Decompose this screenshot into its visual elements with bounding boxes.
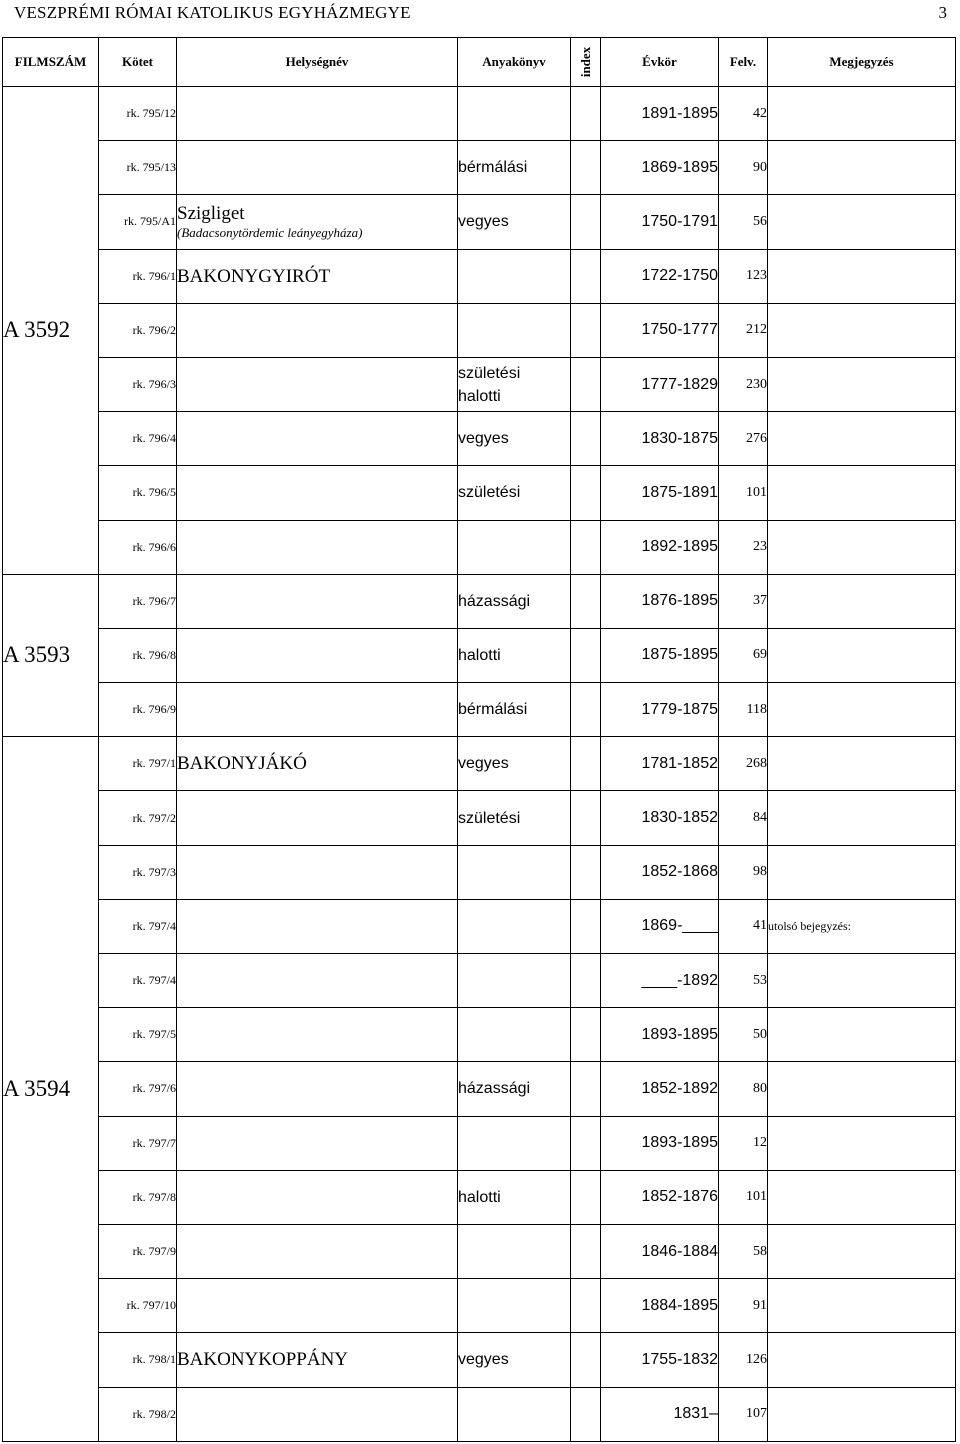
felv-cell: 212 [719, 303, 768, 357]
kotet-cell: rk. 798/1 [99, 1333, 177, 1387]
felv-cell: 53 [719, 954, 768, 1008]
col-header-megjegyzes: Megjegyzés [768, 38, 956, 87]
evkor-cell: 1779-1875 [601, 683, 719, 737]
kotet-cell: rk. 796/8 [99, 628, 177, 682]
table-row [3, 791, 956, 845]
index-cell [571, 899, 601, 953]
helysegnev-cell [177, 683, 458, 737]
felv-cell: 80 [719, 1062, 768, 1116]
anyakonyv-text-2: halotti [458, 387, 501, 405]
helysegnev-text: BAKONYJÁKÓ [177, 753, 307, 775]
evkor-cell: 1830-1852 [601, 791, 719, 845]
kotet-cell: rk. 797/10 [99, 1279, 177, 1333]
anyakonyv-cell [458, 628, 571, 682]
kotet-cell: rk. 797/1 [99, 737, 177, 791]
index-cell [571, 845, 601, 899]
helysegnev-cell [177, 845, 458, 899]
table-row [3, 899, 956, 953]
kotet-cell: rk. 798/2 [99, 1387, 177, 1441]
anyakonyv-text: születési [458, 484, 521, 502]
page-number: 3 [938, 3, 947, 22]
filmszam-cell: A 3593 [3, 574, 99, 737]
table-row [3, 1224, 956, 1278]
anyakonyv-cell [458, 1224, 571, 1278]
col-header-filmszam: FILMSZÁM [3, 38, 99, 87]
kotet-cell: rk. 797/2 [99, 791, 177, 845]
anyakonyv-text: vegyes [458, 1351, 509, 1369]
helysegnev-cell [177, 1387, 458, 1441]
table-row [3, 195, 956, 249]
megjegyzes-cell [768, 249, 956, 303]
table-row [3, 1279, 956, 1333]
table-row [3, 249, 956, 303]
table-row [3, 466, 956, 520]
kotet-cell: rk. 796/1 [99, 249, 177, 303]
helysegnev-cell [177, 520, 458, 574]
anyakonyv-text: vegyes [458, 755, 509, 773]
megjegyzes-cell: utolsó bejegyzés: [768, 899, 956, 953]
anyakonyv-cell [458, 303, 571, 357]
anyakonyv-cell [458, 87, 571, 141]
evkor-cell: 1750-1777 [601, 303, 719, 357]
felv-cell: 268 [719, 737, 768, 791]
table-row [3, 1170, 956, 1224]
megjegyzes-cell [768, 737, 956, 791]
anyakonyv-cell [458, 574, 571, 628]
megjegyzes-cell [768, 791, 956, 845]
anyakonyv-cell [458, 1008, 571, 1062]
felv-cell: 84 [719, 791, 768, 845]
evkor-cell: 1852-1868 [601, 845, 719, 899]
table-row [3, 1008, 956, 1062]
helysegnev-cell [177, 1224, 458, 1278]
col-header-felv: Felv. [719, 38, 768, 87]
felv-cell: 69 [719, 628, 768, 682]
megjegyzes-cell [768, 1062, 956, 1116]
kotet-cell: rk. 797/4 [99, 899, 177, 953]
index-cell [571, 1116, 601, 1170]
felv-cell: 101 [719, 1170, 768, 1224]
anyakonyv-text: születési [458, 364, 521, 382]
megjegyzes-cell [768, 141, 956, 195]
evkor-cell: 1831– [601, 1387, 719, 1441]
helysegnev-cell [177, 141, 458, 195]
helysegnev-cell [177, 249, 458, 303]
anyakonyv-cell [458, 1387, 571, 1441]
helysegnev-cell [177, 1116, 458, 1170]
megjegyzes-cell [768, 1116, 956, 1170]
col-header-helysegnev: Helységnév [177, 38, 458, 87]
felv-cell: 58 [719, 1224, 768, 1278]
helysegnev-cell [177, 574, 458, 628]
table-row [3, 683, 956, 737]
helysegnev-text: BAKONYKOPPÁNY [177, 1349, 349, 1371]
index-cell [571, 1224, 601, 1278]
anyakonyv-cell [458, 357, 571, 411]
felv-cell: 126 [719, 1333, 768, 1387]
anyakonyv-text: bérmálási [458, 701, 528, 719]
helysegnev-cell [177, 357, 458, 411]
index-cell [571, 1279, 601, 1333]
index-cell [571, 303, 601, 357]
evkor-cell: 1892-1895 [601, 520, 719, 574]
kotet-cell: rk. 796/4 [99, 412, 177, 466]
anyakonyv-text: születési [458, 809, 521, 827]
table-row [3, 737, 956, 791]
megjegyzes-cell [768, 1279, 956, 1333]
evkor-cell: 1893-1895 [601, 1116, 719, 1170]
evkor-cell: ____-1892 [601, 954, 719, 1008]
megjegyzes-cell [768, 1387, 956, 1441]
anyakonyv-cell [458, 1333, 571, 1387]
helysegnev-text: BAKONYGYIRÓT [177, 265, 331, 287]
helysegnev-cell [177, 87, 458, 141]
felv-cell: 12 [719, 1116, 768, 1170]
kotet-cell: rk. 796/5 [99, 466, 177, 520]
table-row [3, 87, 956, 141]
megjegyzes-cell [768, 574, 956, 628]
evkor-cell: 1830-1875 [601, 412, 719, 466]
evkor-cell: 1893-1895 [601, 1008, 719, 1062]
evkor-cell: 1884-1895 [601, 1279, 719, 1333]
anyakonyv-cell [458, 737, 571, 791]
felv-cell: 50 [719, 1008, 768, 1062]
anyakonyv-cell [458, 466, 571, 520]
helysegnev-cell [177, 737, 458, 791]
evkor-cell: 1875-1895 [601, 628, 719, 682]
helysegnev-subtext: (Badacsonytördemic leányegyháza) [177, 224, 363, 240]
megjegyzes-cell [768, 412, 956, 466]
index-cell [571, 195, 601, 249]
helysegnev-cell [177, 1333, 458, 1387]
index-cell [571, 954, 601, 1008]
anyakonyv-cell [458, 899, 571, 953]
felv-cell: 90 [719, 141, 768, 195]
felv-cell: 42 [719, 87, 768, 141]
anyakonyv-cell [458, 195, 571, 249]
evkor-cell: 1722-1750 [601, 249, 719, 303]
anyakonyv-cell [458, 1279, 571, 1333]
anyakonyv-cell [458, 845, 571, 899]
table-row [3, 303, 956, 357]
index-cell [571, 1008, 601, 1062]
anyakonyv-cell [458, 141, 571, 195]
anyakonyv-cell [458, 520, 571, 574]
anyakonyv-cell [458, 954, 571, 1008]
megjegyzes-cell [768, 520, 956, 574]
anyakonyv-text: halotti [458, 1188, 501, 1206]
table-row [3, 845, 956, 899]
index-cell [571, 1333, 601, 1387]
kotet-cell: rk. 796/6 [99, 520, 177, 574]
helysegnev-cell [177, 899, 458, 953]
index-cell [571, 1062, 601, 1116]
col-header-index-label: index [578, 46, 594, 78]
evkor-cell: 1781-1852 [601, 737, 719, 791]
col-header-index [571, 38, 601, 87]
kotet-cell: rk. 796/9 [99, 683, 177, 737]
felv-cell: 91 [719, 1279, 768, 1333]
kotet-cell: rk. 797/5 [99, 1008, 177, 1062]
helysegnev-cell [177, 1008, 458, 1062]
kotet-cell: rk. 795/12 [99, 87, 177, 141]
evkor-cell: 1869-1895 [601, 141, 719, 195]
kotet-cell: rk. 796/3 [99, 357, 177, 411]
filmszam-cell: A 3594 [3, 737, 99, 1441]
index-cell [571, 87, 601, 141]
felv-cell: 276 [719, 412, 768, 466]
evkor-cell: 1846-1884 [601, 1224, 719, 1278]
helysegnev-cell [177, 628, 458, 682]
megjegyzes-cell [768, 683, 956, 737]
table-row [3, 954, 956, 1008]
megjegyzes-cell [768, 1008, 956, 1062]
helysegnev-cell [177, 954, 458, 1008]
felv-cell: 37 [719, 574, 768, 628]
table-row [3, 1116, 956, 1170]
megjegyzes-cell [768, 195, 956, 249]
felv-cell: 123 [719, 249, 768, 303]
megjegyzes-cell [768, 845, 956, 899]
anyakonyv-cell [458, 412, 571, 466]
felv-cell: 101 [719, 466, 768, 520]
table-row [3, 1387, 956, 1441]
felv-cell: 107 [719, 1387, 768, 1441]
index-cell [571, 737, 601, 791]
table-row [3, 1062, 956, 1116]
col-header-anyakonyv: Anyakönyv [458, 38, 571, 87]
index-cell [571, 466, 601, 520]
megjegyzes-cell [768, 357, 956, 411]
col-header-kotet: Kötet [99, 38, 177, 87]
index-cell [571, 574, 601, 628]
megjegyzes-cell [768, 954, 956, 1008]
megjegyzes-cell [768, 466, 956, 520]
table-row [3, 412, 956, 466]
kotet-cell: rk. 796/2 [99, 303, 177, 357]
evkor-cell: 1891-1895 [601, 87, 719, 141]
kotet-cell: rk. 796/7 [99, 574, 177, 628]
anyakonyv-cell [458, 1170, 571, 1224]
evkor-cell: 1875-1891 [601, 466, 719, 520]
megjegyzes-cell [768, 1224, 956, 1278]
table-row [3, 628, 956, 682]
anyakonyv-text: házassági [458, 592, 531, 610]
anyakonyv-text: vegyes [458, 430, 509, 448]
col-header-evkor: Évkör [601, 38, 719, 87]
anyakonyv-text: halotti [458, 646, 501, 664]
register-table [2, 37, 956, 1442]
felv-cell: 56 [719, 195, 768, 249]
evkor-cell: 1852-1876 [601, 1170, 719, 1224]
index-cell [571, 412, 601, 466]
anyakonyv-text: bérmálási [458, 159, 528, 177]
megjegyzes-cell [768, 1333, 956, 1387]
helysegnev-cell [177, 412, 458, 466]
page-header [0, 0, 960, 30]
helysegnev-cell [177, 466, 458, 520]
diocese-title: VESZPRÉMI RÓMAI KATOLIKUS EGYHÁZMEGYE [14, 3, 411, 22]
filmszam-cell: A 3592 [3, 87, 99, 575]
anyakonyv-text: vegyes [458, 213, 509, 231]
kotet-cell: rk. 797/4 [99, 954, 177, 1008]
table-row [3, 1333, 956, 1387]
evkor-cell: 1852-1892 [601, 1062, 719, 1116]
index-cell [571, 1387, 601, 1441]
index-cell [571, 791, 601, 845]
anyakonyv-cell [458, 249, 571, 303]
evkor-cell: 1750-1791 [601, 195, 719, 249]
table-row [3, 520, 956, 574]
felv-cell: 230 [719, 357, 768, 411]
table-row [3, 357, 956, 411]
felv-cell: 41 [719, 899, 768, 953]
evkor-cell: 1869-____ [601, 899, 719, 953]
helysegnev-cell [177, 303, 458, 357]
index-cell [571, 357, 601, 411]
index-cell [571, 249, 601, 303]
kotet-cell: rk. 797/7 [99, 1116, 177, 1170]
megjegyzes-cell [768, 303, 956, 357]
kotet-cell: rk. 795/A1 [99, 195, 177, 249]
megjegyzes-cell [768, 628, 956, 682]
index-cell [571, 141, 601, 195]
table-header-row [3, 38, 956, 87]
felv-cell: 98 [719, 845, 768, 899]
index-cell [571, 628, 601, 682]
anyakonyv-cell [458, 1062, 571, 1116]
table-row [3, 574, 956, 628]
anyakonyv-cell [458, 683, 571, 737]
helysegnev-cell [177, 1279, 458, 1333]
felv-cell: 23 [719, 520, 768, 574]
megjegyzes-cell [768, 1170, 956, 1224]
anyakonyv-cell [458, 791, 571, 845]
evkor-cell: 1876-1895 [601, 574, 719, 628]
anyakonyv-text: házassági [458, 1080, 531, 1098]
kotet-cell: rk. 797/6 [99, 1062, 177, 1116]
helysegnev-text: Szigliget [177, 202, 245, 224]
index-cell [571, 683, 601, 737]
kotet-cell: rk. 795/13 [99, 141, 177, 195]
evkor-cell: 1755-1832 [601, 1333, 719, 1387]
kotet-cell: rk. 797/8 [99, 1170, 177, 1224]
helysegnev-cell [177, 1170, 458, 1224]
kotet-cell: rk. 797/3 [99, 845, 177, 899]
index-cell [571, 1170, 601, 1224]
helysegnev-cell [177, 1062, 458, 1116]
table-row [3, 141, 956, 195]
helysegnev-cell [177, 195, 458, 249]
kotet-cell: rk. 797/9 [99, 1224, 177, 1278]
felv-cell: 118 [719, 683, 768, 737]
megjegyzes-cell [768, 87, 956, 141]
evkor-cell: 1777-1829 [601, 357, 719, 411]
index-cell [571, 520, 601, 574]
helysegnev-cell [177, 791, 458, 845]
anyakonyv-cell [458, 1116, 571, 1170]
